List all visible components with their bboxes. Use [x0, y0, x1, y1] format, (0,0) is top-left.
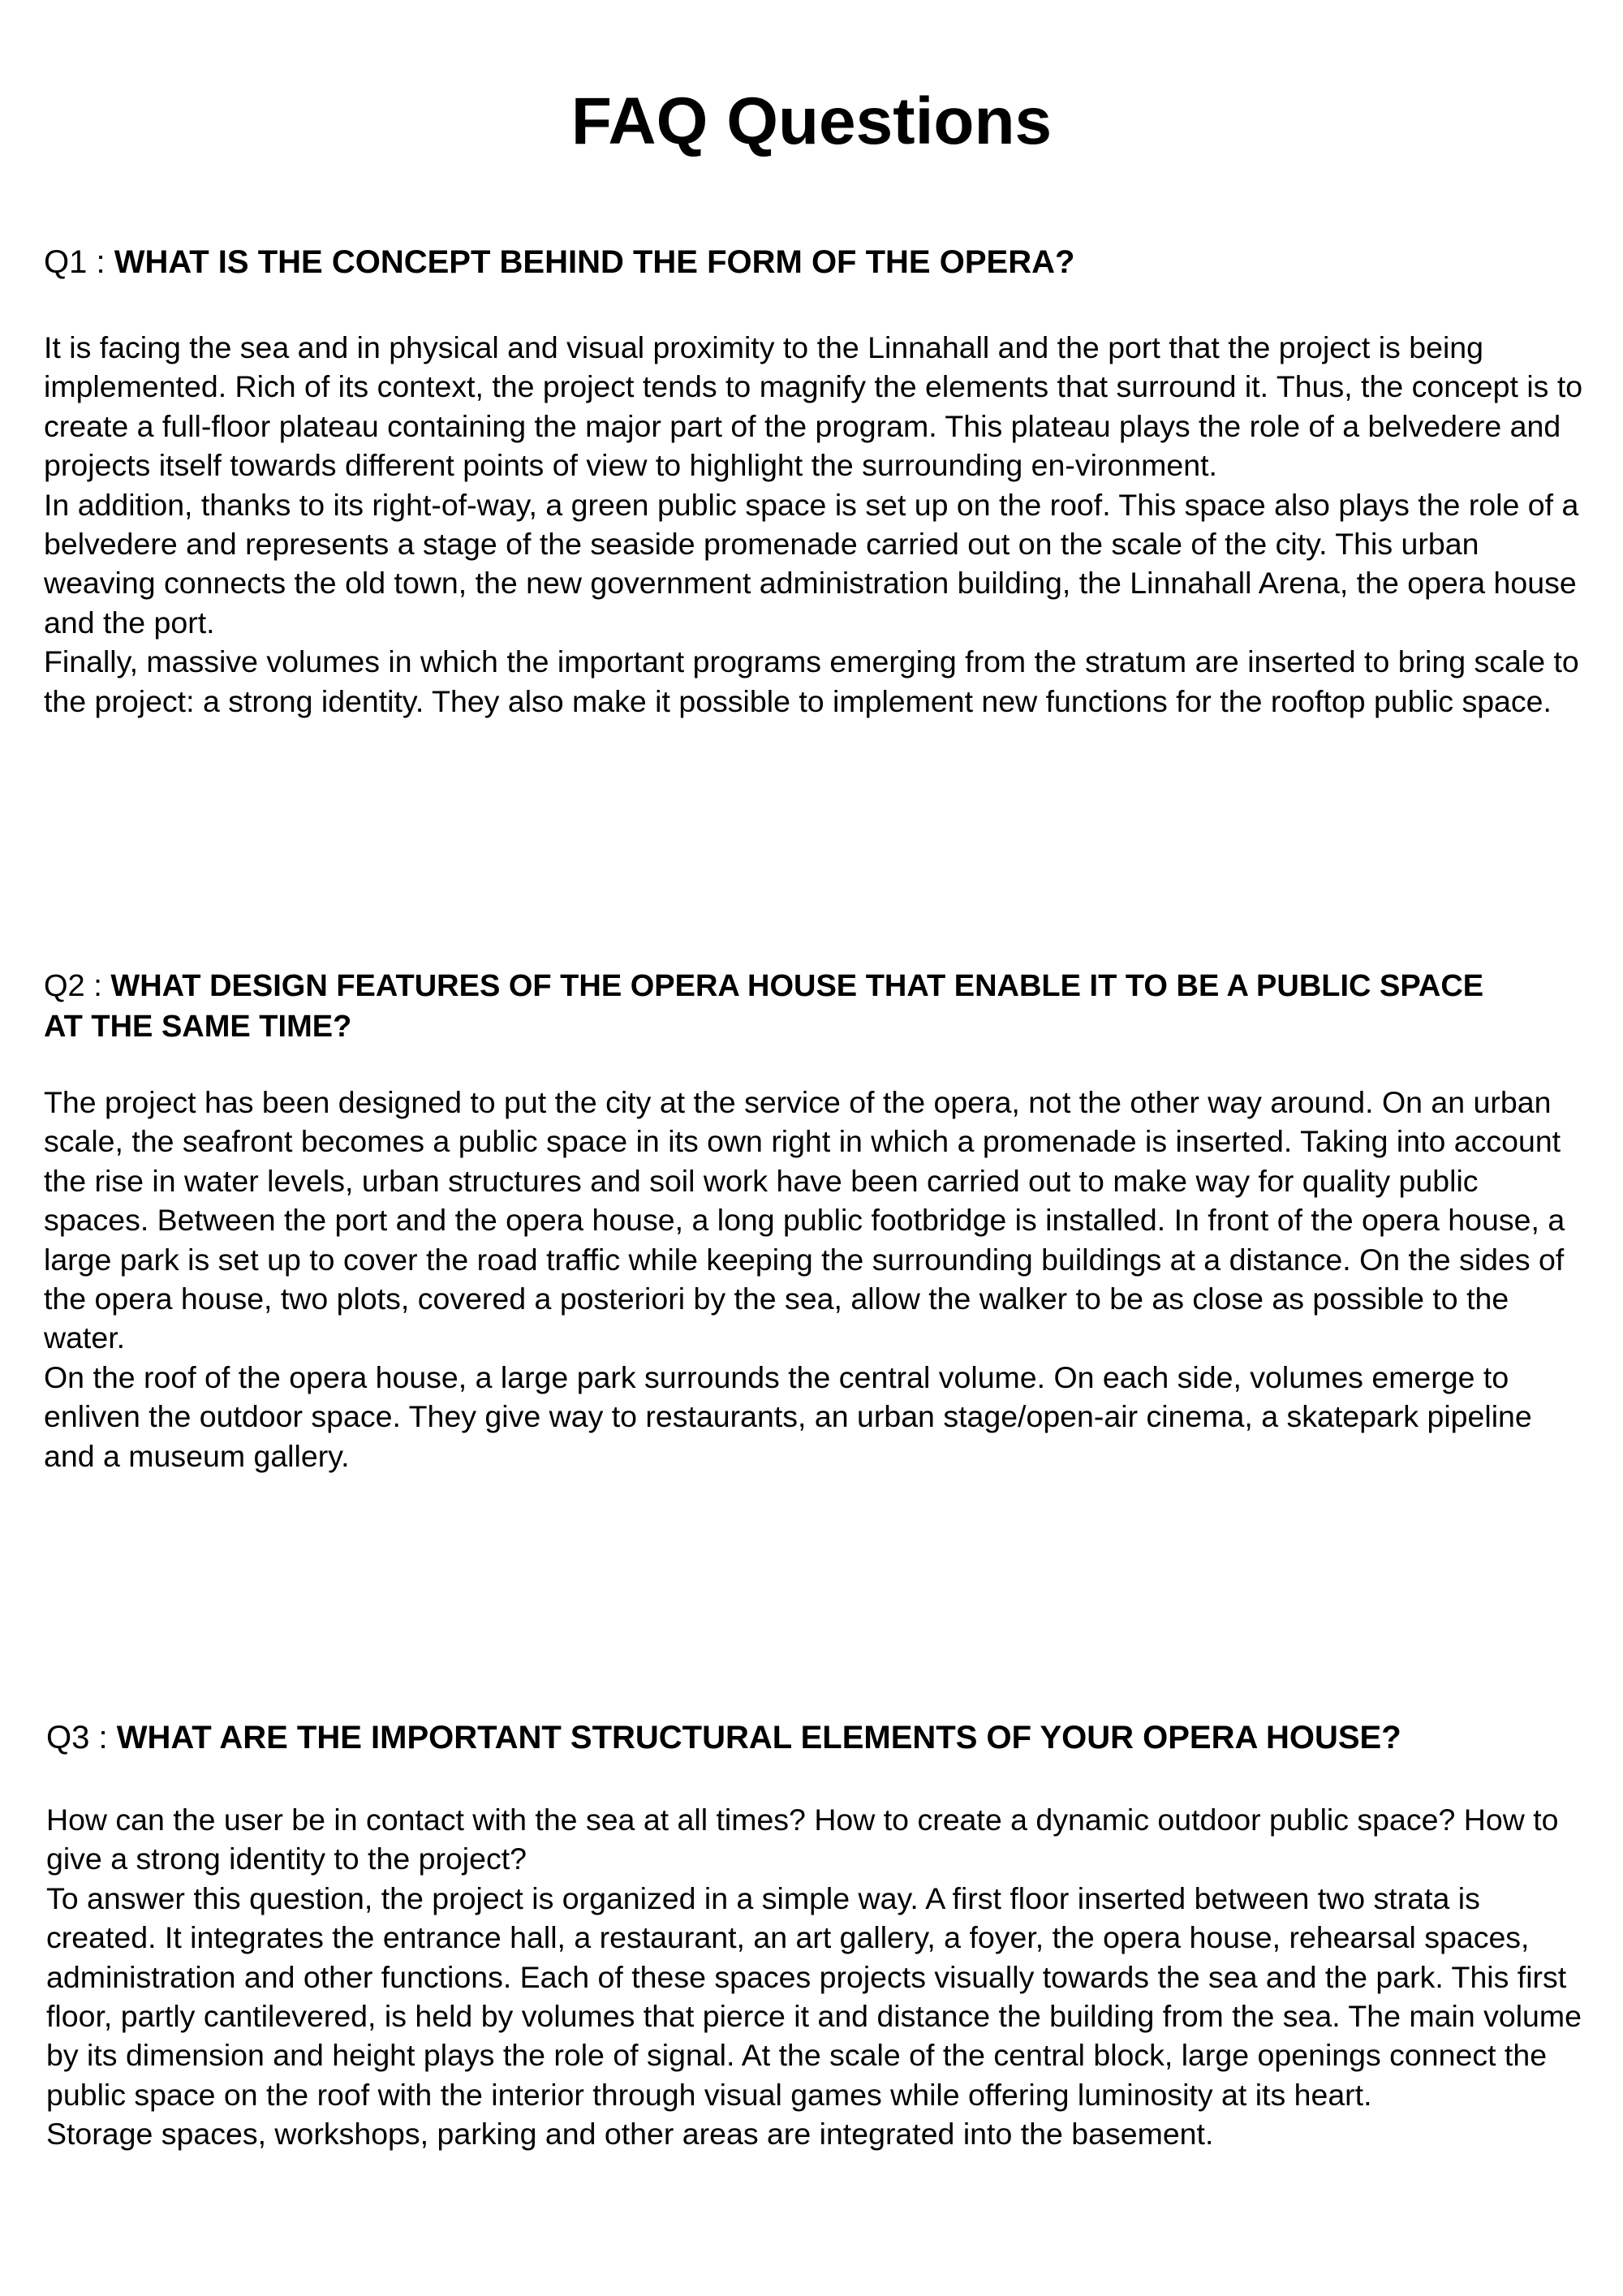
answer-3-paragraph: Storage spaces, workshops, parking and other areas are integrated into the basement.	[46, 2117, 1214, 2152]
question-2-number: Q2 :	[44, 969, 111, 1003]
question-3-number: Q3 :	[46, 1720, 117, 1755]
answer-1-paragraph: In addition, thanks to its right-of-way, a green public space is set up on the roof. This space also plays the role of a belvedere and represents a stage of the seaside promenade carried out on the scale of the city. This urban weaving connects the old town, the new government administration building, the Linnahall Arena, the opera house and the port.	[44, 487, 1579, 640]
question-1-text: WHAT IS THE CONCEPT BEHIND THE FORM OF THE OPERA?	[114, 244, 1075, 280]
answer-2-paragraph: The project has been designed to put the city at the service of the opera, not the other way around. On an urban scale, the seafront becomes a public space in its own right in which a promenade is inserted. Taking into account the rise in water levels, urban structures and soil work have been carried out to make way for quality public spaces. Between the port and the opera house, a long public footbridge is installed. In front of the opera house, a large park is set up to cover the road traffic while keeping the surrounding buildings at a distance. On the sides of the opera house, two plots, covered a posteriori by the sea, allow the walker to be as close as possible to the water.	[44, 1085, 1565, 1355]
answer-3-paragraph: To answer this question, the project is organized in a simple way. A first floor inserted between two strata is created. It integrates the entrance hall, a restaurant, an art gallery, a foyer, the opera house, rehearsal spaces, administration and other functions. Each of these spaces projects visually towards the sea and the park. This first floor, partly cantilevered, is held by volumes that pierce it and distance the building from the sea. The main volume by its dimension and height plays the role of signal. At the scale of the central block, large openings connect the public space on the roof with the interior through visual games while offering luminosity at its heart.	[46, 1880, 1582, 2112]
answer-3	[46, 1800, 1588, 2154]
answer-2	[44, 1083, 1586, 1475]
question-1-heading	[44, 242, 1586, 282]
answer-1	[44, 328, 1586, 721]
question-1-number: Q1 :	[44, 244, 114, 280]
page-title: FAQ Questions	[570, 84, 1053, 158]
question-3-heading	[46, 1717, 1588, 1758]
answer-3-paragraph: How can the user be in contact with the sea at all times? How to create a dynamic outdoor public space? How to give a strong identity to the project?	[46, 1803, 1559, 1876]
question-2-heading	[44, 966, 1521, 1047]
question-3-text: WHAT ARE THE IMPORTANT STRUCTURAL ELEMENTS OF YOUR OPERA HOUSE?	[116, 1720, 1401, 1755]
answer-1-paragraph: It is facing the sea and in physical and visual proximity to the Linnahall and the port that the project is being implemented. Rich of its context, the project tends to magnify the elements that surround it. Thus, the concept is to create a full-floor plateau containing the major part of the program. This plateau plays the role of a belvedere and projects itself towards different points of view to highlight the surrounding en-vironment.	[44, 330, 1583, 483]
question-2-text: WHAT DESIGN FEATURES OF THE OPERA HOUSE THAT ENABLE IT TO BE A PUBLIC SPACE AT THE SAME TIME?	[44, 969, 1484, 1044]
answer-1-paragraph: Finally, massive volumes in which the important programs emerging from the stratum are inserted to bring scale to the project: a strong identity. They also make it possible to implement new functions for the rooftop public space.	[44, 644, 1579, 718]
answer-2-paragraph: On the roof of the opera house, a large park surrounds the central volume. On each side, volumes emerge to enliven the outdoor space. They give way to restaurants, an urban stage/open-air cinema, a skatepark pipeline and a museum gallery.	[44, 1359, 1532, 1473]
